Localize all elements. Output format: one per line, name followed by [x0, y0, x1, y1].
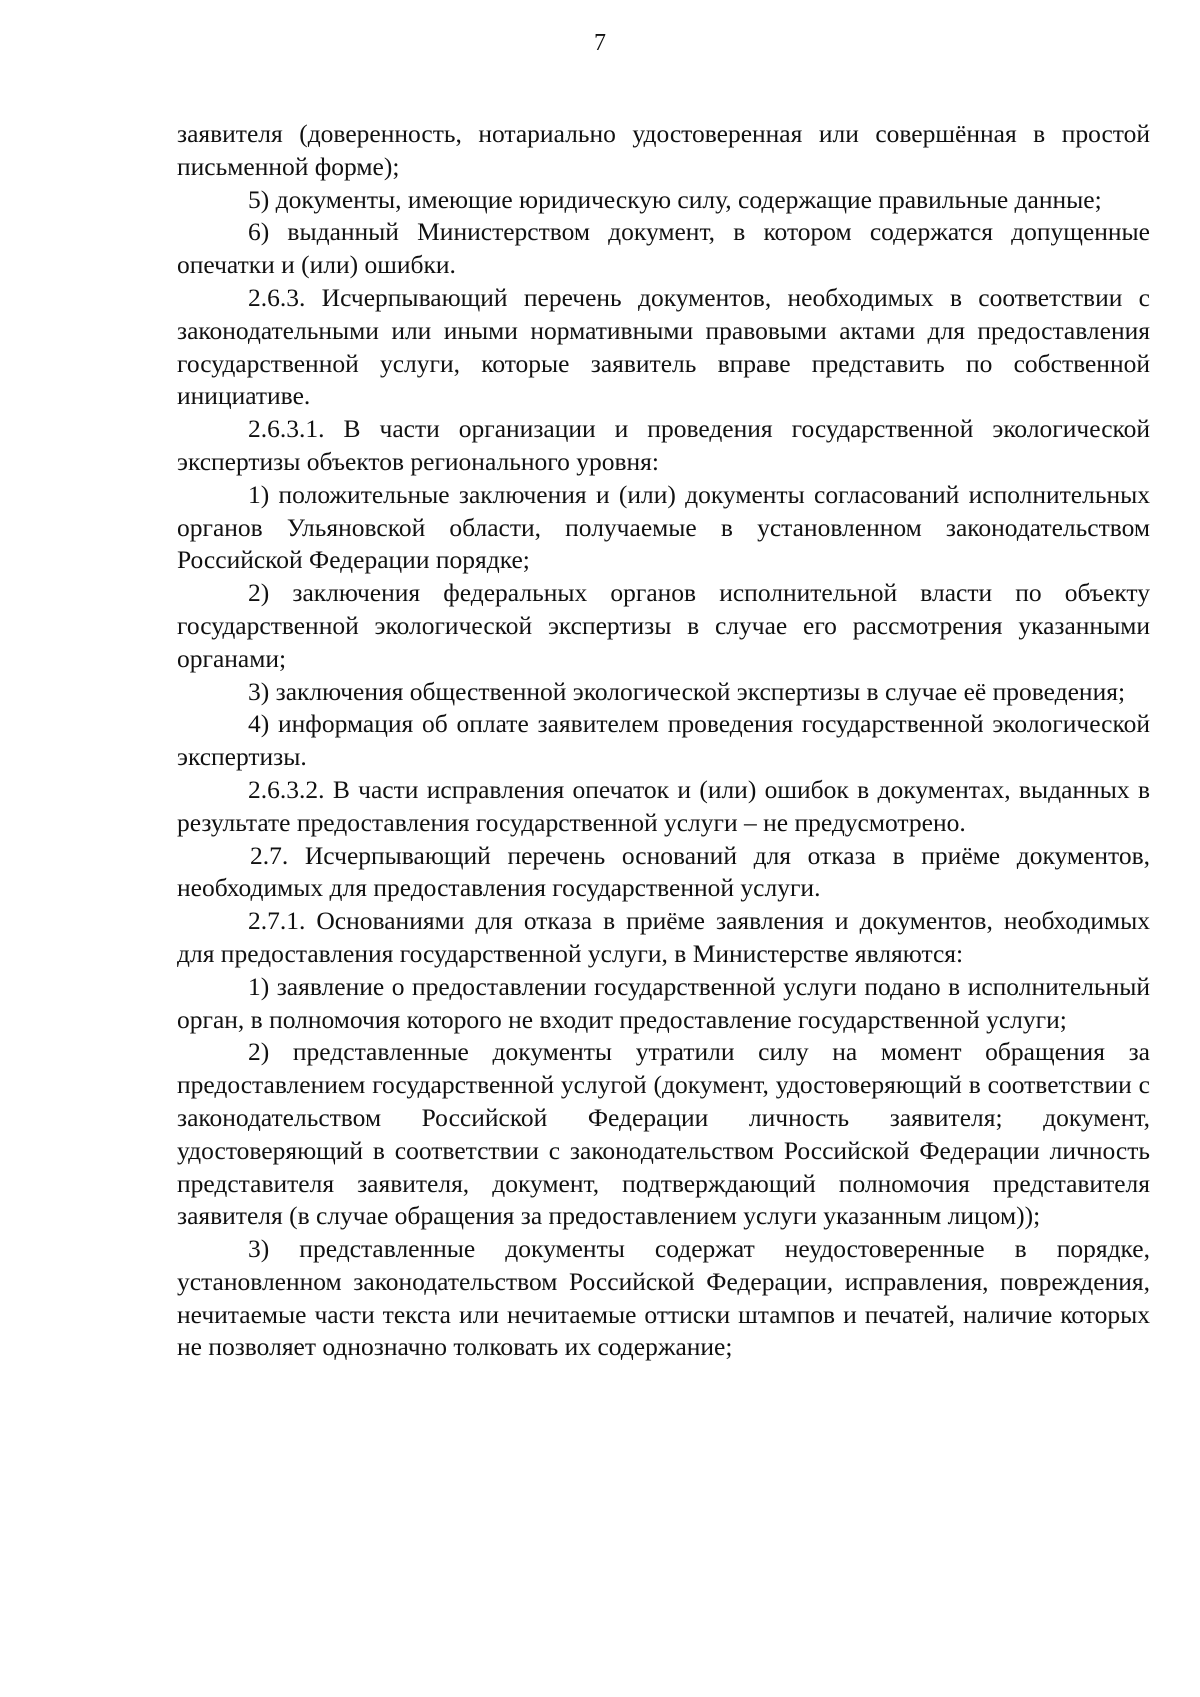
paragraph-2-6-3-1: 2.6.3.1. В части организации и проведения государственной экологической экспертизы объектов регионального уровня: — [177, 414, 1150, 476]
paragraph-2-6-3-1-item-2: 2) заключения федеральных органов исполнительной власти по объекту государственной экологической экспертизы в случае его рассмотрения указанными органами; — [177, 578, 1150, 673]
paragraph-item-6: 6) выданный Министерством документ, в котором содержатся допущенные опечатки и (или) ошибки. — [177, 217, 1150, 280]
paragraph-2-6-3-1-item-1: 1) положительные заключения и (или) документы согласований исполнительных органов Ульяновской области, получаемые в установленном законодательством Российской Федерации порядке; — [177, 479, 1150, 575]
paragraph-2-7-1-item-3: 3) представленные документы содержат неудостоверенные в порядке, установленном законодательством Российской Федерации, исправления, повреждения, нечитаемые части текста или нечитаемые оттиски штампов и печатей, наличие которых не позволяет однозначно толковать их содержание; — [177, 1234, 1150, 1362]
paragraph-item-5: 5) документы, имеющие юридическую силу, содержащие правильные данные; — [248, 184, 1102, 214]
paragraph-continuation: заявителя (доверенность, нотариально удостоверенная или совершённая в простой письменной форме); — [177, 119, 1150, 181]
paragraph-2-7-1: 2.7.1. Основаниями для отказа в приёме заявления и документов, необходимых для предоставления государственной услуги, в Министерстве являются: — [177, 906, 1150, 968]
paragraph-2-7: 2.7. Исчерпывающий перечень оснований для отказа в приёме документов, необходимых для предоставления государственной услуги. — [177, 840, 1150, 903]
paragraph-2-7-1-item-1: 1) заявление о предоставлении государственной услуги подано в исполнительный орган, в полномочия которого не входит предоставление государственной услуги; — [177, 971, 1150, 1034]
paragraph-2-6-3: 2.6.3. Исчерпывающий перечень документов, необходимых в соответствии с законодательными или иными нормативными правовыми актами для предоставления государственной услуги, которые заявитель вправе представить по собственной инициативе. — [177, 282, 1150, 411]
paragraph-2-6-3-1-item-4: 4) информация об оплате заявителем проведения государственной экологической экспертизы. — [177, 709, 1150, 772]
document-body — [177, 118, 1150, 1364]
paragraph-2-6-3-2: 2.6.3.2. В части исправления опечаток и (или) ошибок в документах, выданных в результате предоставления государственной услуги – не предусмотрено. — [177, 774, 1150, 837]
paragraph-2-7-1-item-2: 2) представленные документы утратили силу на момент обращения за предоставлением государственной услугой (документ, удостоверяющий в соответствии с законодательством Российской Федерации личность заявителя; документ, удостоверяющий в соответствии с законодательством Российской Федерации личность представителя заявителя, документ, подтверждающий полномочия представителя заявителя (в случае обращения за предоставлением услуги указанным лицом)); — [177, 1037, 1150, 1231]
paragraph-2-6-3-1-item-3: 3) заключения общественной экологической экспертизы в случае её проведения; — [248, 676, 1126, 706]
page-number: 7 — [594, 30, 606, 56]
